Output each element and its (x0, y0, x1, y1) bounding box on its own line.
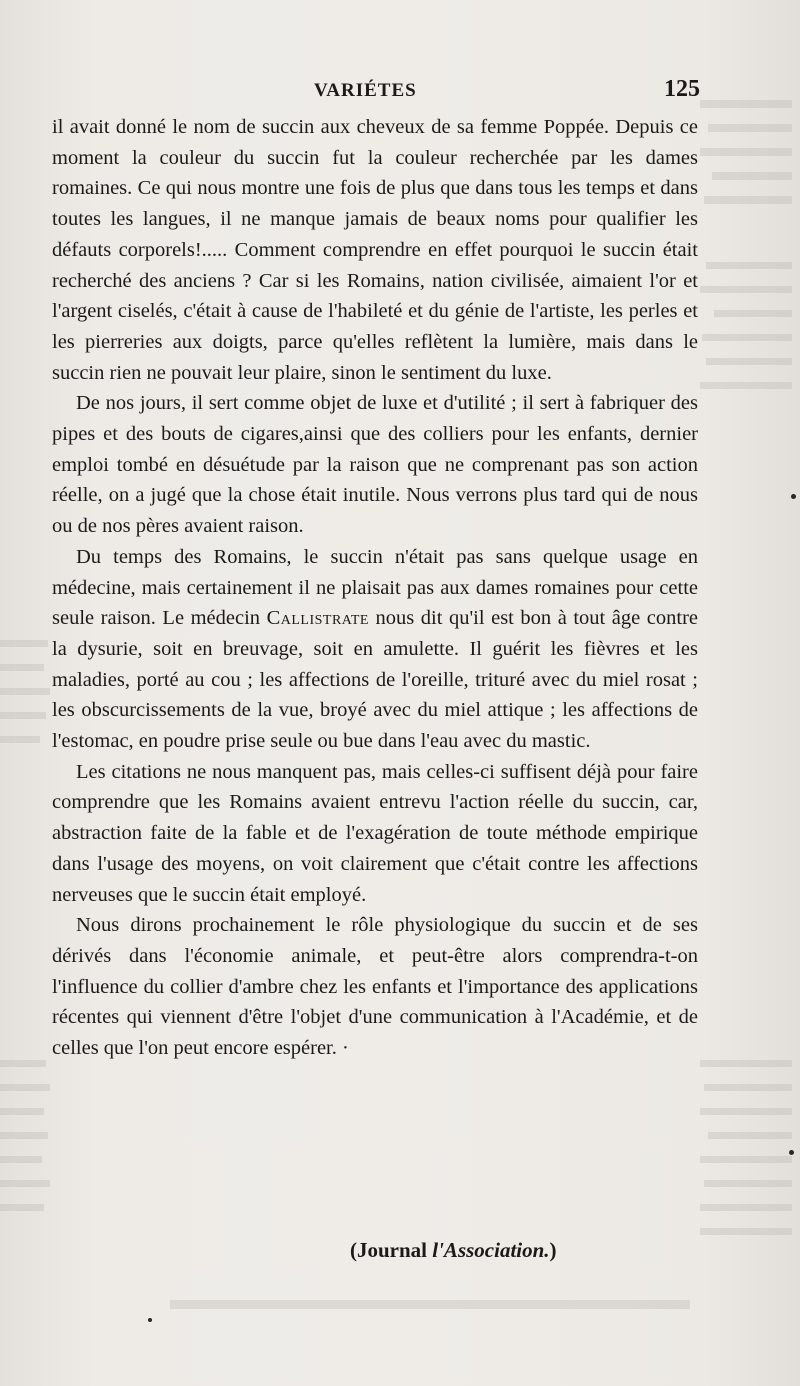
paragraph-text: nous dit qu'il est bon à tout âge contre la dysurie, soit en breuvage, soit en amulette. Il guérit les fièvres et les maladies, porté au cou ; les affections de l'oreille, trituré avec du miel rosat ; les obscurcissements de la vue, broyé avec du miel attique ; les affections de l'estomac, en poudre prise seule ou bue dans l'eau avec du mastic. (52, 607, 698, 753)
ink-speck (148, 1318, 152, 1322)
paragraph: Les citations ne nous manquent pas, mais celles-ci suffisent déjà pour faire comprendre que les Romains avaient entrevu l'action réelle du succin, car, abstraction faite de la fable et de l'exagération de toute méthode empirique dans l'usage des moyens, on voit clairement que c'était contre les affections nerveuses que le succin était employé. (52, 760, 698, 906)
source-prefix: (Journal (350, 1238, 433, 1262)
article-body (52, 112, 698, 1064)
paragraph-text: Du temps des Romains, le succin n'était pas sans quelque usage en médecine, mais certainement il ne plaisait pas aux dames romaines pour cette seule raison. Le médecin (52, 545, 698, 630)
source-suffix: ) (549, 1238, 557, 1262)
running-title: VARIÉTES (314, 80, 417, 101)
paragraph: De nos jours, il sert comme objet de luxe et d'utilité ; il sert à fabriquer des pipes et des bouts de cigares,ainsi que des colliers pour les enfants, dernier emploi tombé en désuétude par la raison que ne comprenant pas son action réelle, on a jugé que la chose était inutile. Nous verrons plus tard qui de nous ou de nos pères avaient raison. (52, 392, 698, 538)
physician-name: Callistrate (266, 607, 369, 630)
paragraph: Nous dirons prochainement le rôle physiologique du succin et de ses dérivés dans l'économie animale, et peut-être alors comprendra-t-on l'influence du collier d'ambre chez les enfants et l'importance des applications récentes qui viennent d'être l'objet d'une communication à l'Académie, et de celles que l'on peut encore espérer. · (52, 914, 698, 1060)
paragraph (52, 542, 698, 757)
source-citation (350, 1238, 557, 1263)
page-number: 125 (664, 76, 700, 102)
paragraph: il avait donné le nom de succin aux cheveux de sa femme Poppée. Depuis ce moment la couleur du succin fut la couleur recherchée par les dames romaines. Ce qui nous montre une fois de plus que dans tous les temps et dans toutes les langues, il ne manque jamais de beaux noms pour qualifier les défauts corporels!..... Comment comprendre en effet pourquoi le succin était recherché des anciens ? Car si les Romains, nation civilisée, aimaient l'or et l'argent ciselés, c'était à cause de l'habileté et du génie de l'artiste, les perles et les pierreries aux doigts, parce qu'elles reflètent la lumière, mais dans le succin rien ne pouvait leur plaire, sinon le sentiment du luxe. (52, 116, 698, 384)
ink-speck (791, 494, 796, 499)
ink-speck (789, 1150, 794, 1155)
running-header (52, 76, 700, 106)
source-title: l'Association. (432, 1238, 550, 1262)
